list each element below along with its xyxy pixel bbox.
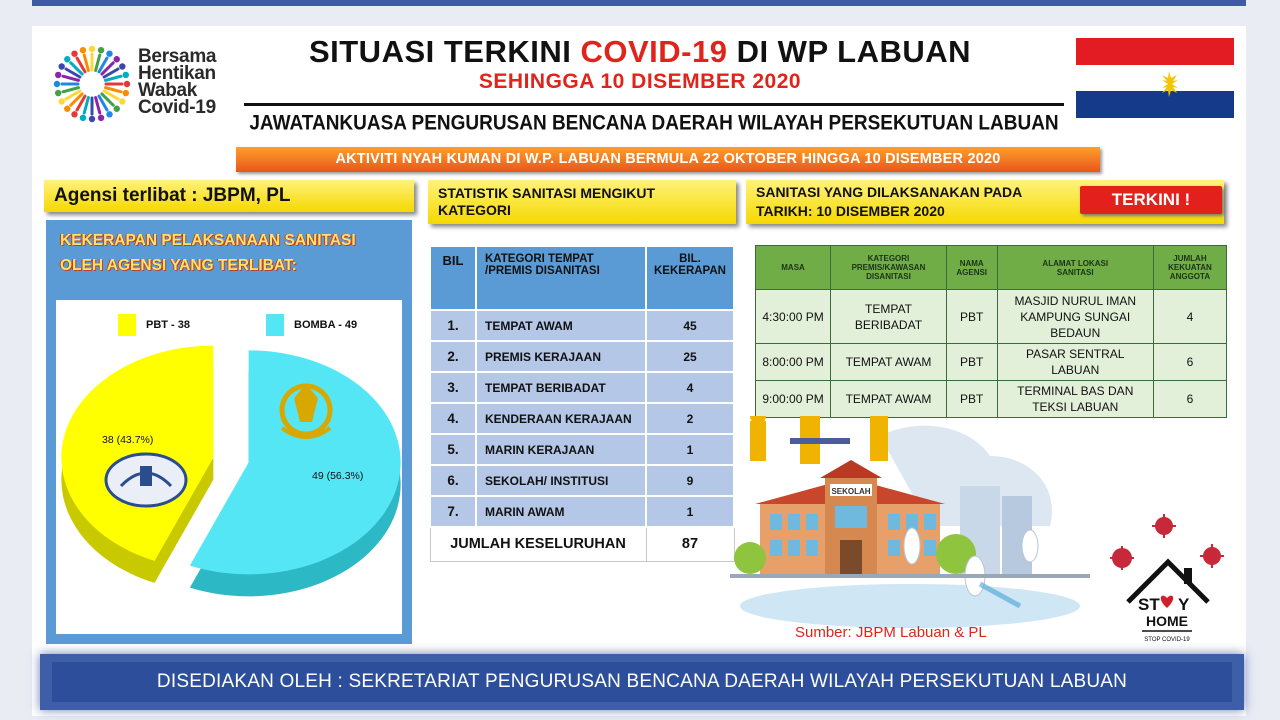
activity-banner: AKTIVITI NYAH KUMAN DI W.P. LABUAN BERMULA 22 OKTOBER HINGGA 10 DISEMBER 2020: [236, 147, 1100, 172]
prepared-by: DISEDIAKAN OLEH : SEKRETARIAT PENGURUSAN BENCANA DAERAH WILAYAH PERSEKUTUAN LABUAN: [52, 662, 1232, 702]
row-category: TEMPAT AWAM: [476, 310, 646, 341]
data-label-pbt: 38 (43.7%): [102, 434, 154, 446]
title-suffix: DI WP LABUAN: [727, 34, 972, 69]
row-bil: 2.: [430, 341, 476, 372]
row-category: MARIN KERAJAAN: [476, 434, 646, 465]
stats-header-category: [476, 246, 646, 310]
table-row: [430, 310, 734, 341]
logo-line: Hentikan: [138, 63, 216, 84]
stats-title-line: KATEGORI: [438, 202, 511, 218]
stats-header-category-line: /PREMIS DISANITASI: [485, 265, 600, 277]
cell-line: MASJID NURUL IMAN: [1014, 293, 1137, 308]
row-category: MARIN AWAM: [476, 496, 646, 527]
row-category: KENDERAAN KERAJAAN: [476, 403, 646, 434]
total-value: 87: [646, 527, 734, 561]
page-subtitle: SEHINGGA 10 DISEMBER 2020: [478, 70, 802, 93]
cell-jumlah: 4: [1153, 290, 1226, 344]
footer-bar: [40, 654, 1244, 710]
header-divider: [244, 103, 1064, 106]
stats-header-row: [430, 246, 734, 310]
committee-name: JAWATANKUASA PENGURUSAN BENCANA DAERAH WILAYAH PERSEKUTUAN LABUAN: [249, 111, 1059, 135]
cell-kategori: [831, 290, 947, 344]
stats-header-count: [646, 246, 734, 310]
table-row: [430, 341, 734, 372]
cell-agensi: PBT: [946, 290, 997, 344]
data-label-bomba: 49 (56.3%): [312, 470, 364, 482]
cell-kategori: TEMPAT AWAM: [831, 344, 947, 381]
header-line: SANITASI: [1056, 267, 1094, 277]
table-row: [430, 434, 734, 465]
header-line: ALAMAT LOKASI: [1042, 258, 1109, 268]
sanitation-table: [755, 245, 1227, 418]
header-masa: MASA: [756, 246, 831, 290]
row-category: PREMIS KERAJAAN: [476, 341, 646, 372]
logo-line: Wabak: [138, 80, 198, 101]
cell-agensi: PBT: [946, 344, 997, 381]
sanitation-title-line: SANITASI YANG DILAKSANAKAN PADA: [756, 184, 1023, 200]
stats-header-count-line: BIL.: [679, 253, 701, 265]
cell-line: BEDAUN: [1050, 325, 1101, 340]
title-highlight: COVID-19: [580, 34, 728, 69]
source-note: Sumber: JBPM Labuan & PL: [795, 624, 987, 641]
logo-line: Bersama: [138, 46, 217, 67]
row-category: SEKOLAH/ INSTITUSI: [476, 465, 646, 496]
cell-line: BERIBADAT: [854, 317, 923, 332]
latest-badge: TERKINI !: [1080, 186, 1222, 214]
stats-table: [429, 245, 735, 562]
cell-agensi: PBT: [946, 381, 997, 418]
table-row: [430, 496, 734, 527]
cell-line: LABUAN: [1051, 363, 1100, 377]
cell-alamat: [997, 290, 1153, 344]
cell-line: TEKSI LABUAN: [1032, 400, 1119, 414]
cell-masa: 9:00:00 PM: [756, 381, 831, 418]
agency-label: Agensi terlibat : JBPM, PL: [44, 180, 414, 212]
header-line: AGENSI: [956, 267, 988, 277]
header-agensi: [946, 246, 997, 290]
row-bil: 1.: [430, 310, 476, 341]
row-count: 45: [646, 310, 734, 341]
stats-header-category-line: KATEGORI TEMPAT: [485, 253, 594, 265]
row-count: 1: [646, 434, 734, 465]
table-row: [430, 403, 734, 434]
labuan-flag-icon: [1076, 38, 1234, 118]
page-title: [240, 34, 1040, 70]
table-row: [430, 465, 734, 496]
row-bil: 5.: [430, 434, 476, 465]
panel-heading-line: OLEH AGENSI YANG TERLIBAT:: [60, 257, 297, 274]
sanitation-header-row: [756, 246, 1227, 290]
stats-header-count-line: KEKERAPAN: [654, 265, 726, 277]
cell-line: TERMINAL BAS DAN: [1017, 384, 1134, 398]
header-line: PREMIS/KAWASAN: [851, 263, 926, 272]
row-count: 2: [646, 403, 734, 434]
cell-jumlah: 6: [1153, 344, 1226, 381]
table-row: [756, 290, 1227, 344]
top-strip: [32, 0, 1246, 6]
pie-chart: [56, 300, 402, 634]
sanitation-title-line: TARIKH: 10 DISEMBER 2020: [756, 203, 945, 219]
cell-line: TEMPAT: [865, 301, 912, 316]
legend-label-bomba: BOMBA - 49: [294, 319, 358, 331]
stay-home-icon: [1108, 514, 1226, 648]
cell-kategori: TEMPAT AWAM: [831, 381, 947, 418]
stay-home-line2: Y: [1178, 595, 1190, 614]
school-sanitizing-illustration-icon: [730, 416, 1090, 628]
row-category: TEMPAT BERIBADAT: [476, 372, 646, 403]
row-count: 25: [646, 341, 734, 372]
table-row: [756, 344, 1227, 381]
cell-masa: 4:30:00 PM: [756, 290, 831, 344]
cell-line: KAMPUNG SUNGAI: [1020, 309, 1131, 324]
stay-home-line1: ST: [1138, 595, 1160, 614]
cell-line: PASAR SENTRAL: [1025, 347, 1125, 361]
row-bil: 4.: [430, 403, 476, 434]
row-bil: 6.: [430, 465, 476, 496]
cell-masa: 8:00:00 PM: [756, 344, 831, 381]
cell-alamat: [997, 381, 1153, 418]
table-row: [430, 372, 734, 403]
stay-home-line3: HOME: [1146, 613, 1188, 629]
labuan-corporation-emblem-icon: [106, 454, 186, 506]
header-kategori: [831, 246, 947, 290]
cell-alamat: [997, 344, 1153, 381]
panel-heading-line: KEKERAPAN PELAKSANAAN SANITASI: [60, 232, 356, 249]
row-bil: 3.: [430, 372, 476, 403]
total-label: JUMLAH KESELURUHAN: [430, 527, 646, 561]
panel-heading: [60, 228, 400, 278]
stats-header-bil: BIL: [430, 246, 476, 310]
header-jumlah: [1153, 246, 1226, 290]
header-line: JUMLAH: [1173, 254, 1207, 263]
row-bil: 7.: [430, 496, 476, 527]
header-line: DISANITASI: [866, 272, 911, 281]
logo-line: Covid-19: [138, 97, 216, 118]
pie-chart-card: [56, 300, 402, 634]
stay-home-tag: STOP COVID-19: [1144, 637, 1190, 643]
header-line: KEKUATAN: [1168, 263, 1212, 272]
row-count: 9: [646, 465, 734, 496]
legend-swatch-pbt: [118, 314, 136, 336]
row-count: 1: [646, 496, 734, 527]
title-prefix: SITUASI TERKINI: [308, 34, 581, 69]
header-line: ANGGOTA: [1169, 272, 1211, 281]
logo-text: [138, 48, 216, 116]
cell-jumlah: 6: [1153, 381, 1226, 418]
table-row: [756, 381, 1227, 418]
stats-title: [428, 180, 736, 224]
header-line: NAMA: [959, 258, 984, 268]
legend-label-pbt: PBT - 38: [146, 319, 191, 331]
total-row: [430, 527, 734, 561]
header-alamat: [997, 246, 1153, 290]
legend-swatch-bomba: [266, 314, 284, 336]
header-line: KATEGORI: [867, 254, 910, 263]
stats-title-line: STATISTIK SANITASI MENGIKUT: [438, 185, 655, 201]
row-count: 4: [646, 372, 734, 403]
school-sign: SEKOLAH: [831, 487, 871, 496]
